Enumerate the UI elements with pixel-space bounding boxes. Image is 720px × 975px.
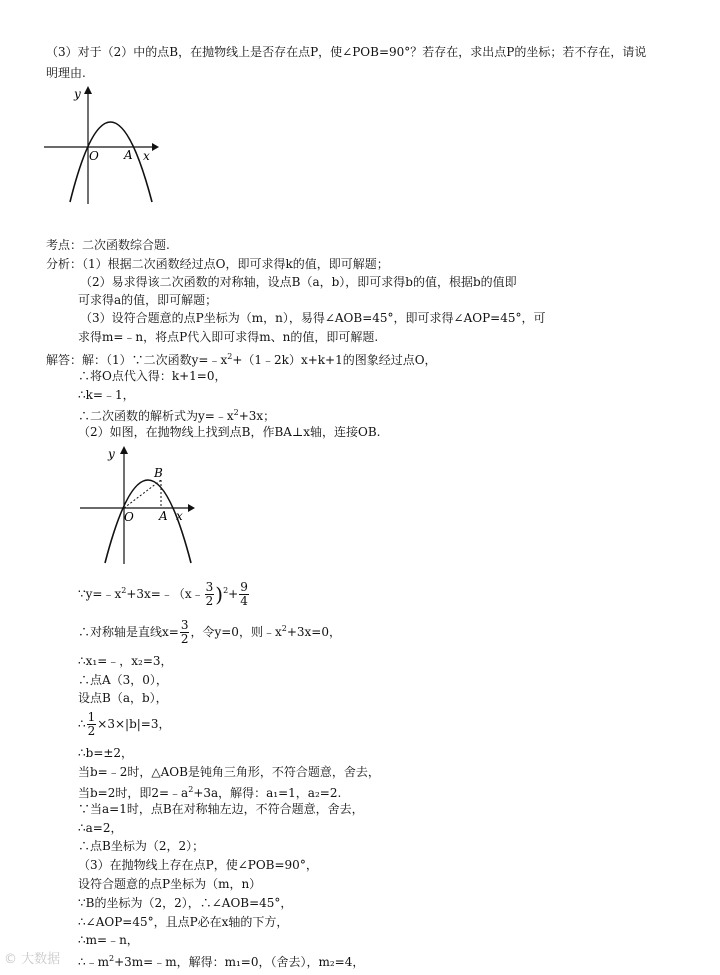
denominator: 2 [87,724,96,738]
right-paren: ) [215,582,224,607]
exponent: 2 [121,586,127,595]
case-pos-a: 当b=2时，即2=﹣a [78,786,189,800]
solution-line-b-angle: ∵B的坐标为（2，2），∴∠AOB=45°， [78,896,293,910]
solution-roots-line: ∴x₁=﹣，x₂=3， [78,654,173,668]
denominator: 4 [240,594,248,608]
vertex-form-c: + [228,587,239,601]
case-pos-b: +3a，解得：a₁=1，a₂=2. [193,786,342,800]
solution-line-1 [46,349,437,368]
graph2-b-label: B [154,466,163,480]
solution-line-3: ∴k=﹣1， [78,388,135,402]
graph2-y-label: y [108,447,115,461]
denominator: 2 [205,594,214,608]
solution-line-1-a: 解答：解：（1）∵二次函数y=﹣x [46,353,228,367]
vertex-form-line [78,575,250,611]
solution-line-b-values: ∴b=±2， [78,746,134,760]
solution-line-final [78,951,364,970]
exponent: 2 [188,785,194,794]
solution-line-a1: ∵当a=1时，点B在对称轴左边，不符合题意，舍去， [78,802,364,816]
solution-line-4-b: +3x； [238,409,276,423]
exponent: 2 [233,408,239,417]
graph2-a-label: A [159,509,168,523]
fenxi-line-1: 分析：（1）根据二次函数经过点O，即可求得k的值，即可解题； [46,257,389,271]
solution-line-4-a: ∴二次函数的解析式为y=﹣x [78,409,234,423]
vertex-form-b: +3x=﹣（x﹣ [126,587,204,601]
final-b: +3m=﹣m，解得：m₁=0，（舍去），m₂=4， [114,955,365,969]
axis-line-a: ∴对称轴是直线x= [78,625,179,639]
denominator: 2 [180,632,189,646]
numerator: 3 [205,580,214,594]
fraction-1-2 [87,711,97,738]
fenxi-line-5: 求得m=﹣n，将点P代入即可求得m、n的值，即可解题. [78,330,379,344]
solution-line-aop: ∴∠AOP=45°，且点P必在x轴的下方， [78,915,289,929]
kaodian-line: 考点：二次函数综合题. [46,238,170,252]
graph2-o-label: O [124,510,134,524]
area-line-b: ×3×|b|=3， [97,717,171,731]
area-line-a: ∴ [78,717,86,731]
fenxi-line-4: （3）设符合题意的点P坐标为（m，n），易得∠AOB=45°，即可求得∠AOP=45°，可 [80,311,546,325]
fenxi-line-2: （2）易求得该二次函数的对称轴，设点B（a，b），即可求得b的值，根据b的值即 [80,275,517,289]
solution-line-1-b: +（1﹣2k）x+k+1的图象经过点O， [232,353,437,367]
parabola-graph-2 [78,442,198,567]
solution-point-a-line: ∴点A（3，0）， [78,673,168,687]
numerator: 1 [87,710,96,724]
solution-line-case-neg: 当b=﹣2时，△AOB是钝角三角形，不符合题意，舍去， [78,765,380,779]
exponent: 2 [227,352,233,361]
watermark: © 大数据 [4,952,61,967]
solution-line-4 [78,405,275,424]
solution-line-set-p: 设符合题意的点P坐标为（m，n） [78,877,262,891]
fenxi-line-3: 可求得a的值，即可解题； [78,293,218,307]
solution-set-b-line: 设点B（a，b）， [78,691,168,705]
solution-line-5: （2）如图，在抛物线上找到点B，作BA⊥x轴，连接OB. [78,425,381,439]
question-line-2: 明理由. [46,66,86,80]
final-a: ∴﹣m [78,955,110,969]
fraction-3-2 [180,619,190,646]
solution-line-b-coord: ∴点B坐标为（2，2）； [78,839,205,853]
parabola-graph-1 [40,82,160,207]
solution-line-part3: （3）在抛物线上存在点P，使∠POB=90°， [78,858,318,872]
axis-line-b: ，令y=0，则﹣x [190,625,282,639]
exponent: 2 [281,624,287,633]
fraction-3-2 [205,581,215,608]
graph1-o-label: O [89,149,99,163]
vertex-form-a: ∵y=﹣x [78,587,122,601]
graph2-x-label: x [176,509,183,523]
numerator: 9 [240,580,248,594]
axis-line-c: +3x=0， [286,625,341,639]
solution-line-a2: ∴a=2， [78,821,123,835]
graph1-x-label: x [143,149,150,163]
axis-line [78,613,341,648]
solution-line-2: ∴将O点代入得：k+1=0， [78,369,227,383]
graph1-y-label: y [74,87,81,101]
graph1-a-label: A [124,148,133,162]
exponent: 2 [109,954,115,963]
solution-line-case-pos [78,782,341,801]
area-line [78,708,170,740]
solution-line-m-n: ∴m=﹣n， [78,933,139,947]
question-line-1: （3）对于（2）中的点B，在抛物线上是否存在点P，使∠POB=90°？若存在，求出点P的坐标；若不存在，请说 [46,45,647,59]
numerator: 3 [180,618,189,632]
fraction-9-4 [239,581,249,608]
exponent: 2 [223,586,229,595]
